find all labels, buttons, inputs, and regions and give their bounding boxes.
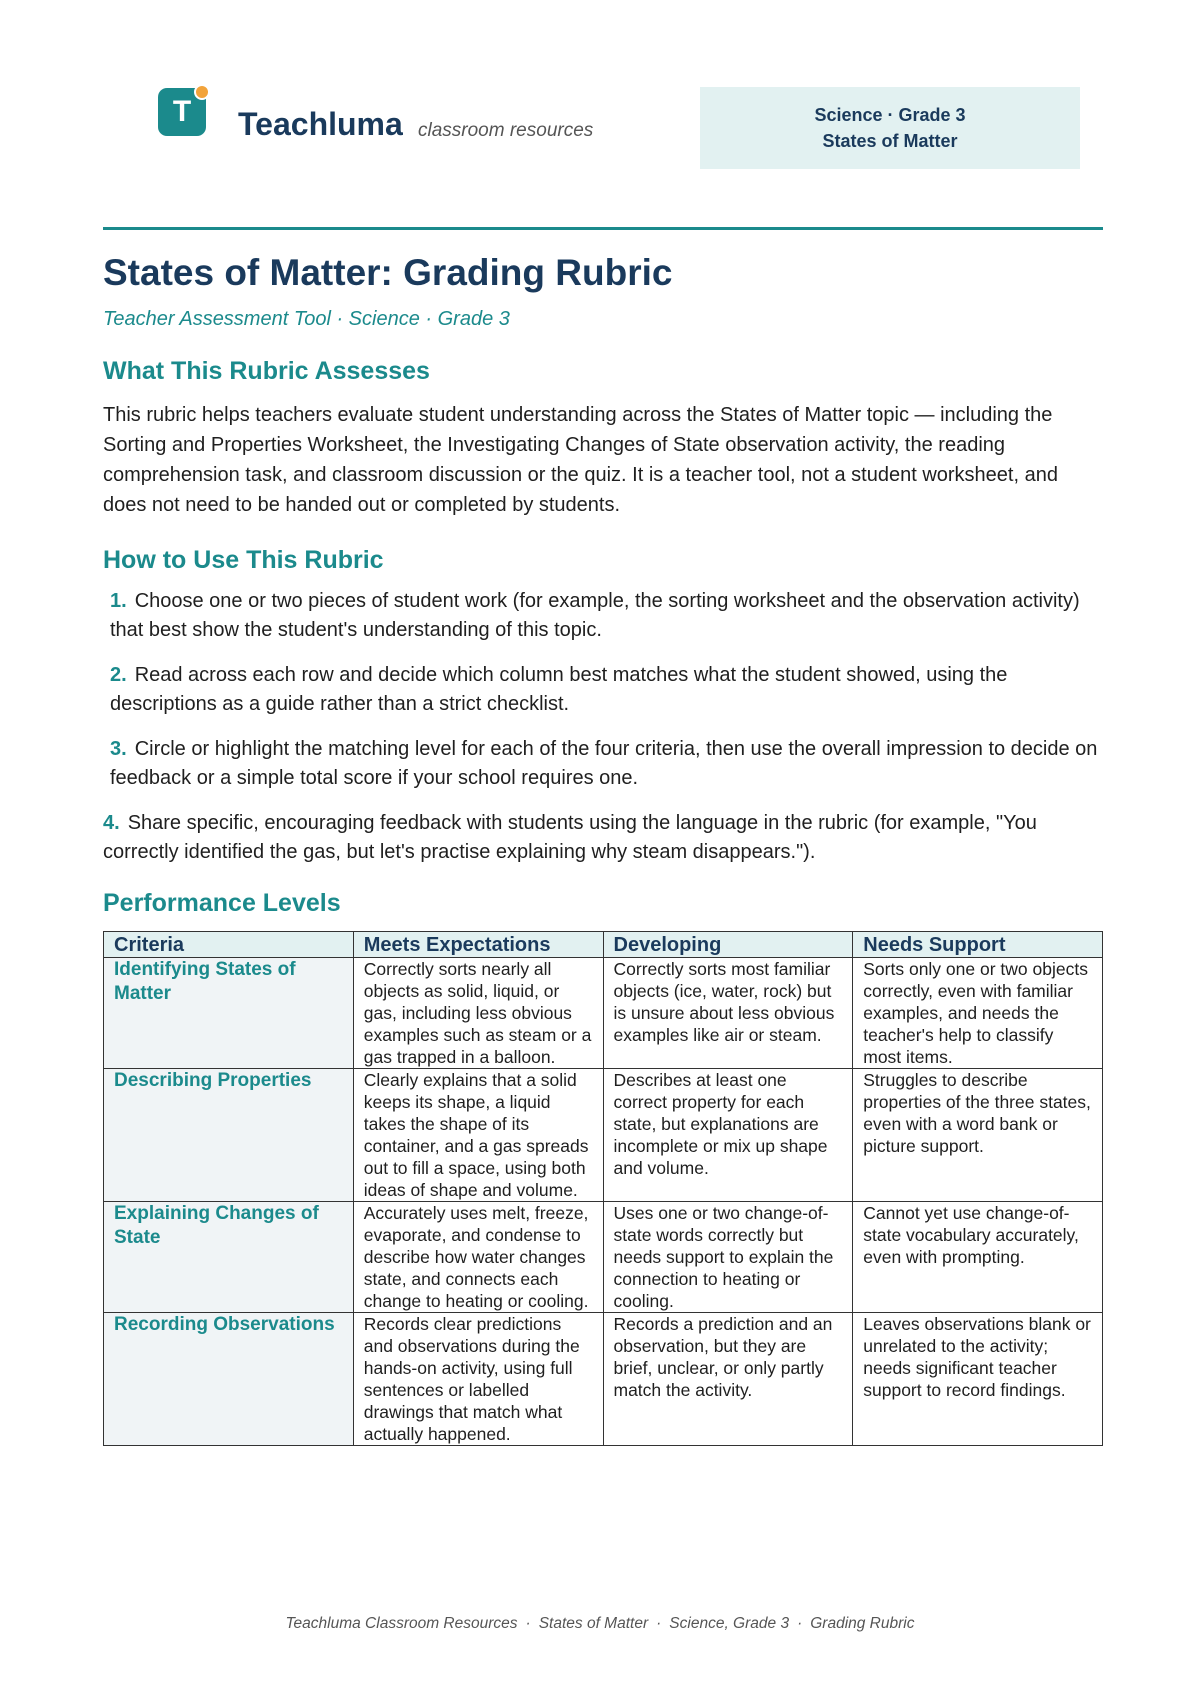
step-text: Read across each row and decide which column best matches what the student showed, using the descriptions as a guide rather than a strict checklist. — [110, 664, 1008, 715]
header-divider — [103, 227, 1103, 230]
footer-separator: · — [525, 1615, 531, 1632]
footer-doc-type: Grading Rubric — [810, 1615, 915, 1632]
subject-line: Science · Grade 3 — [814, 104, 966, 125]
step-number: 3. — [110, 738, 127, 760]
needs-support-cell: Leaves observations blank or unrelated to the activity; needs significant teacher support to record findings. — [853, 1313, 1103, 1446]
criterion-cell: Describing Properties — [104, 1069, 354, 1202]
step-number: 2. — [110, 664, 127, 686]
column-header-needs-support: Needs Support — [853, 932, 1103, 958]
column-header-criteria: Criteria — [104, 932, 354, 958]
step-item — [103, 809, 1103, 867]
footer-separator: · — [656, 1615, 662, 1632]
table-row — [104, 958, 1103, 1069]
meets-cell: Correctly sorts nearly all objects as solid, liquid, or gas, including less obvious examples such as steam or a gas trapped in a balloon. — [353, 958, 603, 1069]
column-header-meets: Meets Expectations — [353, 932, 603, 958]
step-text: Share specific, encouraging feedback with students using the language in the rubric (for example, "You correctly identified the gas, but let's practise explaining why steam disappears."). — [103, 812, 1037, 863]
meets-cell: Clearly explains that a solid keeps its shape, a liquid takes the shape of its container, and a gas spreads out to fill a space, using both ideas of shape and volume. — [353, 1069, 603, 1202]
performance-heading: Performance Levels — [103, 889, 341, 917]
how-to-use-heading: How to Use This Rubric — [103, 546, 384, 574]
table-row — [104, 1202, 1103, 1313]
criterion-cell: Recording Observations — [104, 1313, 354, 1446]
logo-dot — [194, 84, 210, 100]
developing-cell: Describes at least one correct property for each state, but explanations are incomplete or mix up shape and volume. — [603, 1069, 853, 1202]
developing-cell: Records a prediction and an observation, but they are brief, unclear, or only partly match the activity. — [603, 1313, 853, 1446]
step-text: Circle or highlight the matching level for each of the four criteria, then use the overall impression to decide on feedback or a simple total score if your school requires one. — [110, 738, 1098, 789]
rubric-table — [103, 931, 1103, 1446]
needs-support-cell: Sorts only one or two objects correctly, even with familiar examples, and needs the teacher's help to classify most items. — [853, 958, 1103, 1069]
subject-badge — [700, 87, 1080, 169]
topic-line: States of Matter — [822, 130, 958, 151]
criterion-cell: Explaining Changes of State — [104, 1202, 354, 1313]
step-item — [103, 661, 1103, 719]
main-content — [103, 250, 1103, 1446]
step-item — [103, 587, 1103, 645]
criterion-cell: Identifying States of Matter — [104, 958, 354, 1069]
meets-cell: Accurately uses melt, freeze, evaporate, and condense to describe how water changes state, and connects each change to heating or cooling. — [353, 1202, 603, 1313]
logo-letter: T — [172, 95, 192, 128]
brand-name: Teachluma — [238, 106, 403, 142]
meets-cell: Records clear predictions and observations during the hands-on activity, using full sentences or labelled drawings that match what actually happened. — [353, 1313, 603, 1446]
assesses-heading: What This Rubric Assesses — [103, 357, 430, 385]
page-footer — [0, 1615, 1200, 1633]
teachluma-logo-icon — [158, 88, 206, 136]
needs-support-cell: Struggles to describe properties of the three states, even with a word bank or picture support. — [853, 1069, 1103, 1202]
page-subtitle: Teacher Assessment Tool · Science · Grade 3 — [103, 308, 510, 330]
footer-publisher: Teachluma Classroom Resources — [285, 1615, 518, 1632]
page-title: States of Matter: Grading Rubric — [103, 252, 673, 293]
table-row — [104, 1313, 1103, 1446]
steps-list — [103, 587, 1103, 867]
step-number: 4. — [103, 812, 120, 834]
footer-topic: States of Matter — [538, 1615, 649, 1632]
column-header-developing: Developing — [603, 932, 853, 958]
step-item — [103, 735, 1103, 793]
step-text: Choose one or two pieces of student work (for example, the sorting worksheet and the observation activity) that best show the student's understanding of this topic. — [110, 590, 1080, 641]
table-row — [104, 1069, 1103, 1202]
assesses-paragraph: This rubric helps teachers evaluate student understanding across the States of Matter topic — including the Sorting and Properties Worksheet, the Investigating Changes of State observation activity, the reading comprehension task, and classroom discussion or the quiz. It is a teacher tool, not a student worksheet, and does not need to be handed out or completed by students. — [103, 404, 1058, 516]
table-header-row — [104, 932, 1103, 958]
footer-separator: · — [797, 1615, 803, 1632]
footer-subject: Science, Grade 3 — [669, 1615, 790, 1632]
brand-tagline: classroom resources — [418, 120, 594, 141]
step-number: 1. — [110, 590, 127, 612]
developing-cell: Uses one or two change-of-state words correctly but needs support to explain the connection to heating or cooling. — [603, 1202, 853, 1313]
needs-support-cell: Cannot yet use change-of-state vocabulary accurately, even with prompting. — [853, 1202, 1103, 1313]
developing-cell: Correctly sorts most familiar objects (ice, water, rock) but is unsure about less obvious examples like air or steam. — [603, 958, 853, 1069]
